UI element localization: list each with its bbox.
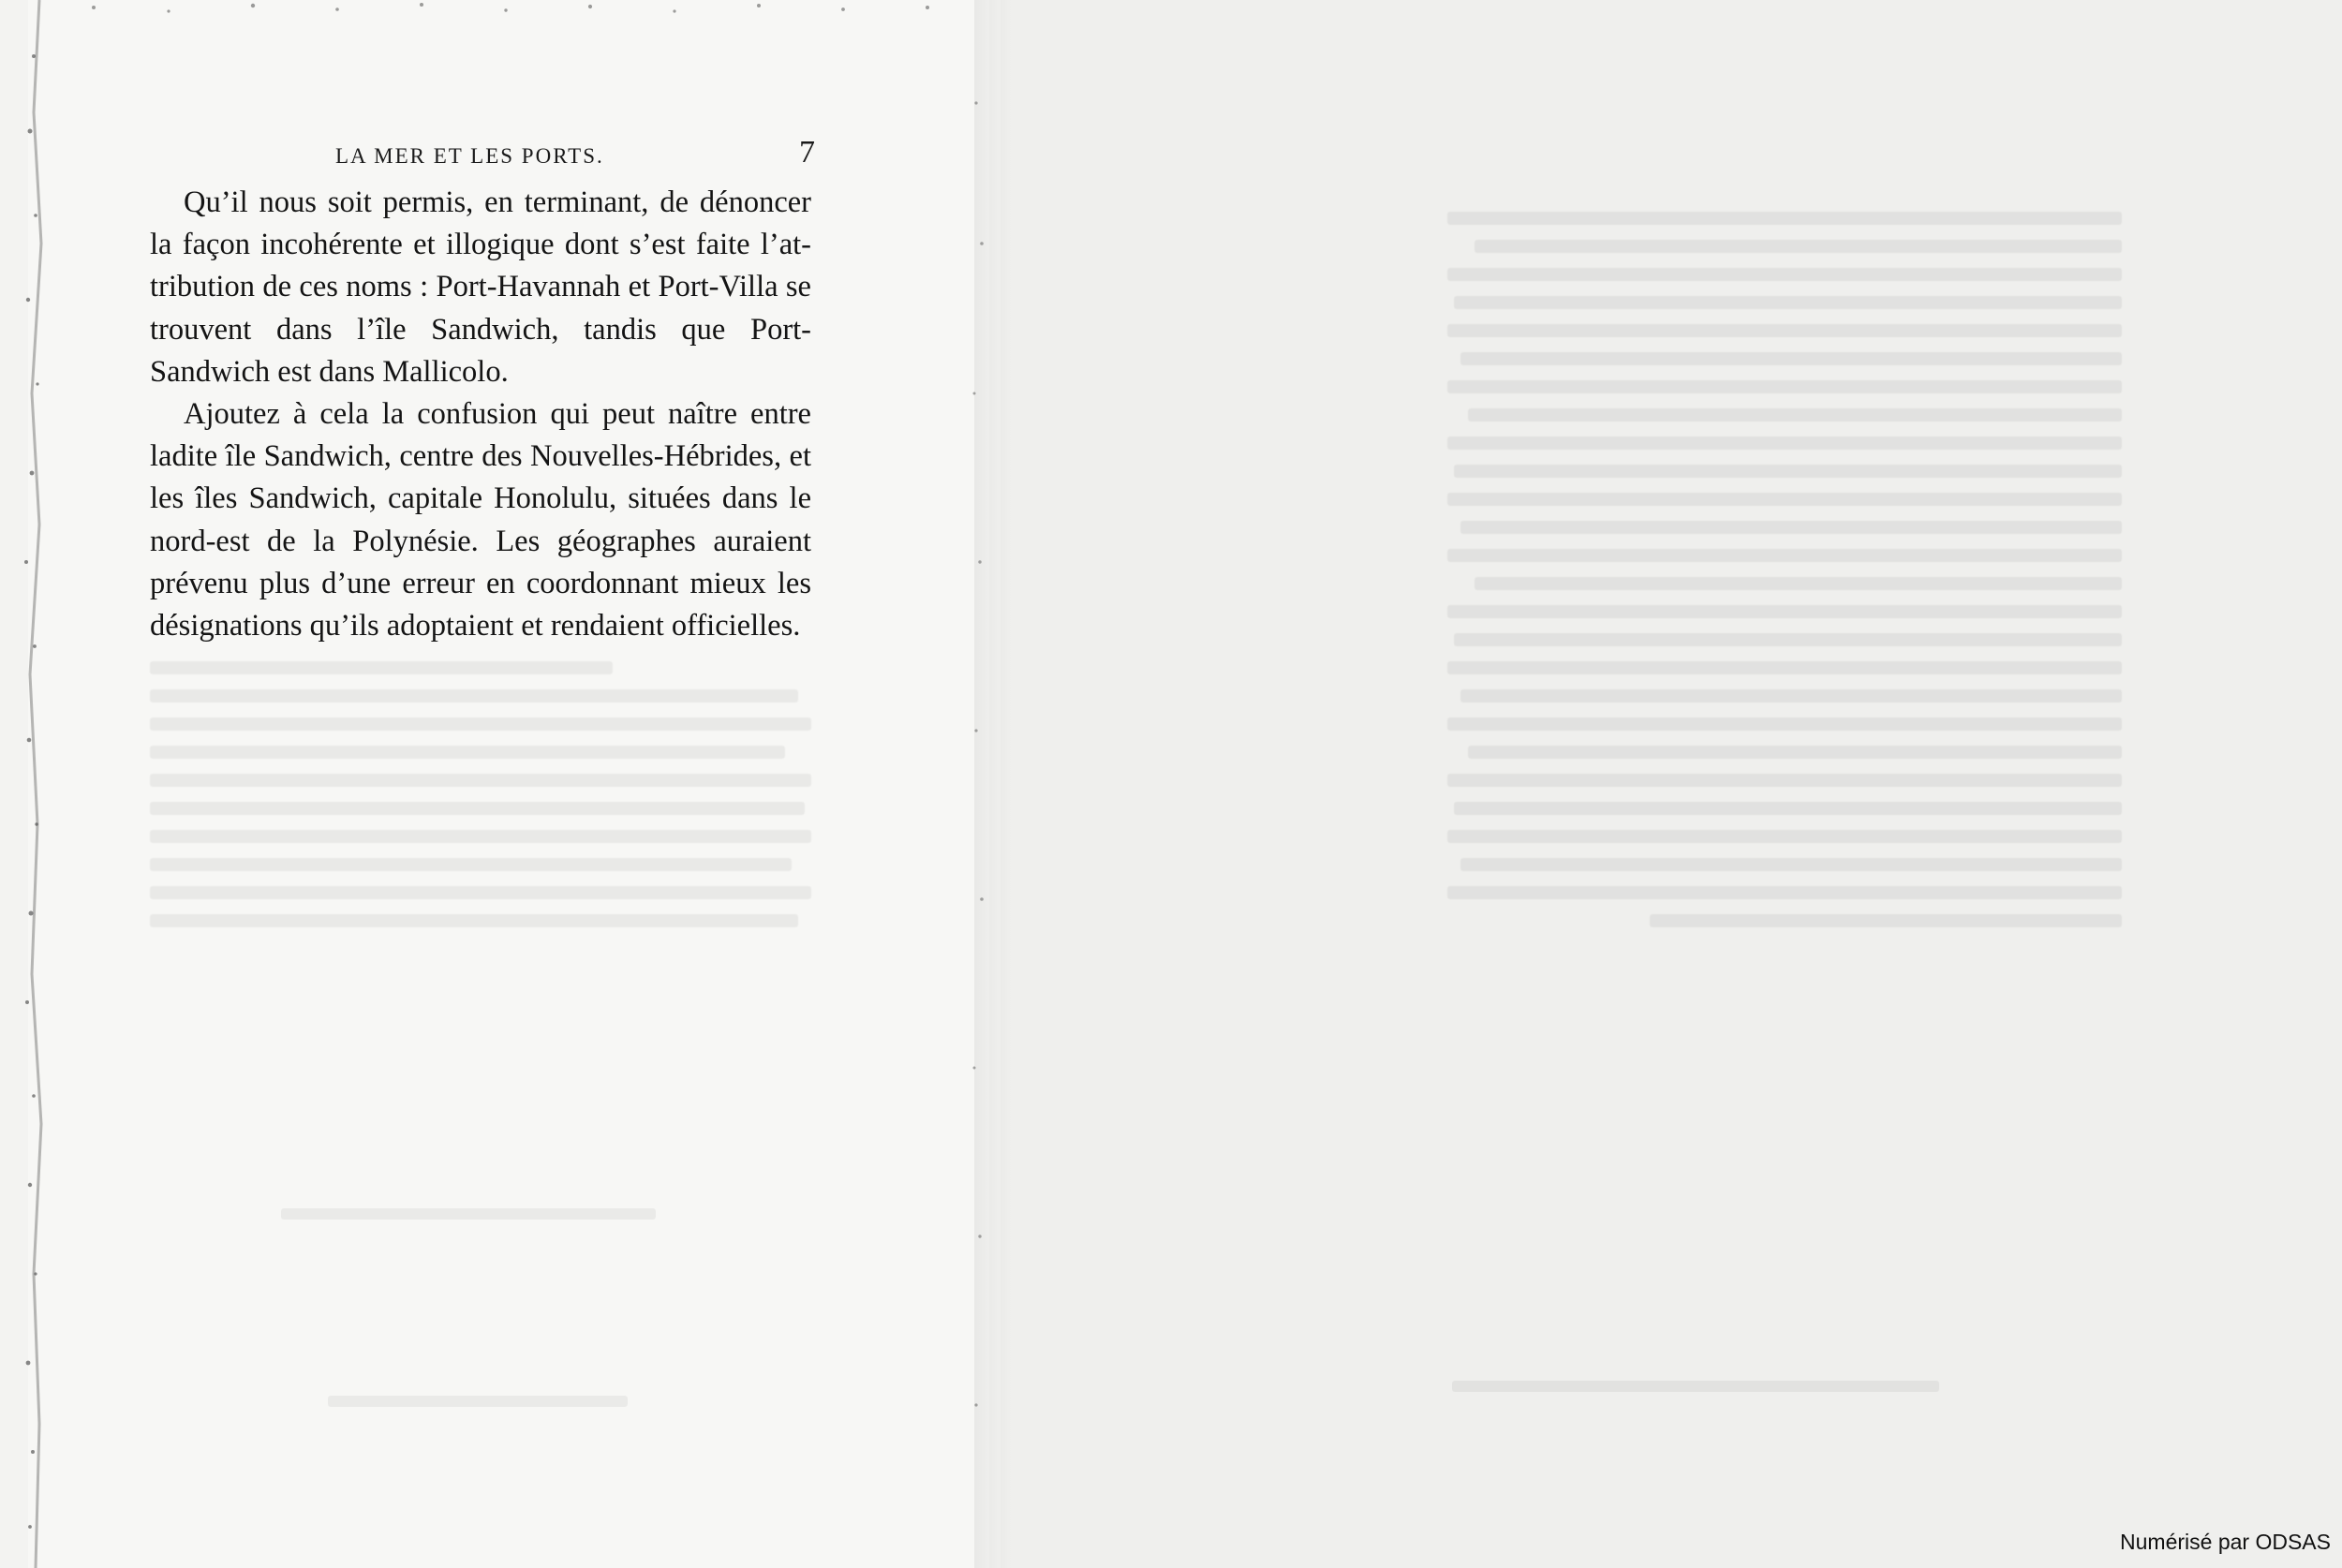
page-number: 7: [799, 135, 815, 170]
bleed-through-heading-left-1: [281, 1208, 656, 1220]
paragraph-2: Ajoutez à cela la confusion qui peut naître entre ladite île Sandwich, centre des Nouvelles-Hébrides, et les îles Sandwich, capitale Honolulu, situées dans le nord-est de la Polynésie. Les géographes auraient prévenu plus d’une erreur en coordonnant mieux les désignations qu’ils adoptaient et rendaient officielles.: [150, 397, 811, 643]
paragraph-1: Qu’il nous soit permis, en terminant, de dénoncer la façon incohérente et illogique dont s’est faite l’at-tribution de ces noms : Port-Havannah et Port-Villa se trouvent dans l’île Sandwich, tandis que Port-Sandwich est dans Mallicolo.: [150, 185, 811, 389]
bleed-through-heading-right: [1452, 1381, 1939, 1392]
bleed-through-heading-left-2: [328, 1396, 628, 1407]
bleed-through-text-right: [1447, 197, 2122, 941]
ragged-left-edge: [21, 0, 49, 1568]
body-text: [150, 182, 811, 647]
ragged-right-edge: [965, 0, 993, 1568]
digitization-credit: Numérisé par ODSAS: [2120, 1530, 2331, 1554]
running-head: [150, 135, 815, 178]
ragged-top-edge: [56, 0, 993, 28]
running-title: LA MER ET LES PORTS.: [335, 144, 604, 168]
bleed-through-text-left: [150, 646, 811, 941]
